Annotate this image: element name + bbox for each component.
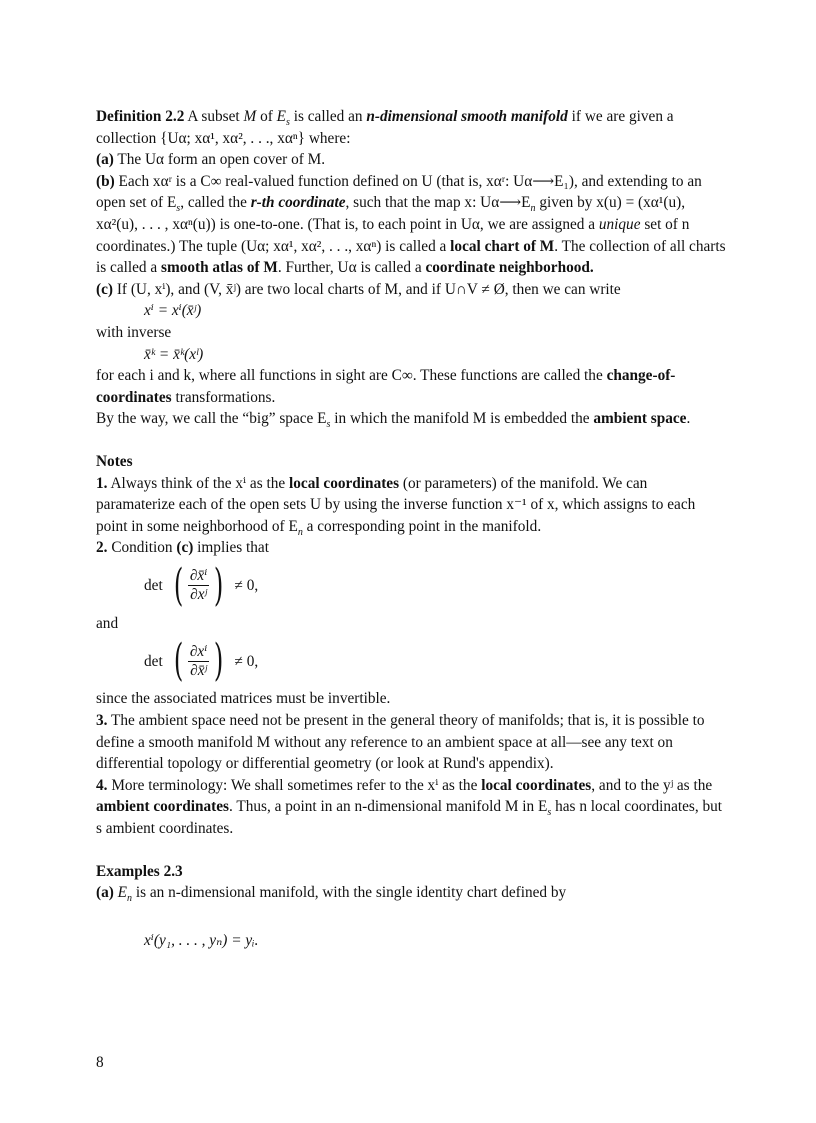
- text: Condition: [111, 539, 173, 557]
- label: (b): [96, 172, 115, 190]
- text: . Thus, a point in an n-dimensional manifold M in E: [229, 798, 548, 816]
- definition-heading: Definition 2.2: [96, 108, 185, 125]
- text: s: [176, 203, 181, 215]
- text: set of n coordinates.) The tuple (Uα; xα¹, xα², . . ., xαⁿ) is called a: [96, 215, 690, 255]
- determinant-2: [144, 637, 726, 685]
- text: n: [297, 526, 303, 538]
- math-display: xⁱ(y₁, . . . , yₙ) = yᵢ.: [144, 931, 259, 949]
- defined-term: local chart of M: [450, 237, 555, 255]
- condition-c-cont: [96, 365, 726, 408]
- text: transformations.: [175, 388, 276, 406]
- text: .: [686, 410, 691, 428]
- text: More terminology: We shall sometimes refer to the xⁱ as the: [111, 776, 478, 794]
- partial-fraction: [188, 567, 209, 604]
- condition-c: [96, 279, 726, 301]
- right-paren-icon: ): [214, 635, 224, 687]
- label: 2.: [96, 539, 108, 557]
- left-paren-icon: (: [173, 559, 184, 611]
- defined-term: r-th coordinate: [250, 194, 346, 212]
- text: The Uα form an open cover of M.: [117, 151, 326, 169]
- defined-term: coordinate neighborhood.: [425, 259, 594, 277]
- partial-fraction: [188, 643, 209, 680]
- text: has n local coordinates, but s ambient coordinates.: [96, 798, 723, 838]
- relation: ≠ 0,: [234, 577, 259, 595]
- defined-term: ambient space: [593, 410, 687, 428]
- text: given by x(u) = (xα¹(u), xα²(u), . . . , xαⁿ(u)) is one-to-one. (That is, to each point in Uα, we are assigned a: [96, 194, 686, 233]
- text: if we are given a collection: [96, 108, 674, 147]
- text: in which the manifold M is embedded the: [334, 410, 590, 428]
- defined-term: local coordinates: [289, 474, 400, 492]
- text: s: [286, 117, 290, 129]
- equation-2: [96, 344, 726, 366]
- label: (c): [176, 539, 194, 557]
- text: s: [326, 419, 331, 431]
- note-2: [96, 537, 726, 559]
- equation-1: [96, 300, 726, 322]
- label: (a): [96, 884, 114, 902]
- matrix-parens: [167, 559, 231, 611]
- numerator: ∂xⁱ: [189, 642, 208, 660]
- matrix-parens: [167, 635, 231, 687]
- label: 4.: [96, 776, 108, 794]
- note-2-end: since the associated matrices must be invertible.: [96, 690, 391, 708]
- note-4: [96, 775, 726, 840]
- text: , and to the yʲ as the: [591, 776, 713, 794]
- condition-a: [96, 149, 726, 171]
- condition-b: [96, 171, 726, 279]
- example-a: [96, 882, 726, 904]
- label: 3.: [96, 712, 108, 730]
- left-paren-icon: (: [173, 635, 184, 687]
- math-display: xⁱ = xⁱ(x̄ʲ): [144, 302, 202, 320]
- text: By the way, we call the “big” space E: [96, 410, 327, 428]
- page-number: 8: [96, 1054, 104, 1071]
- text: of: [260, 108, 273, 125]
- det-label: det: [144, 652, 163, 670]
- defined-term: n-dimensional smooth manifold: [366, 108, 568, 125]
- text: , called the: [180, 194, 247, 212]
- det-label: det: [144, 577, 163, 595]
- defined-term: smooth atlas of M: [161, 259, 278, 277]
- defined-term: change-of-coordinates: [96, 367, 676, 406]
- text: The ambient space need not be present in the general theory of manifolds; that is, it is possible to define a smooth manifold M without any reference to an ambient space at all—see any text on differential topology or differential geometry (or look at Rund's appendix).: [96, 712, 705, 773]
- text: . Further, Uα is called a: [277, 259, 422, 277]
- text: M: [243, 108, 257, 125]
- defined-term: ambient coordinates: [96, 798, 229, 816]
- note-3: [96, 710, 726, 775]
- examples-heading: [96, 861, 726, 883]
- text: If (U, xⁱ), and (V, x̄ʲ) are two local charts of M, and if U∩V ≠ Ø, then we can write: [116, 280, 621, 298]
- determinant-1: [144, 559, 726, 611]
- text: , such that the map x: Uα⟶E: [345, 194, 531, 212]
- and-text: and: [96, 614, 119, 632]
- text: n: [530, 203, 536, 215]
- text: is called an: [293, 108, 363, 125]
- ambient-paragraph: [96, 408, 726, 430]
- page-body: [96, 106, 726, 951]
- denominator: ∂x̄ʲ: [190, 661, 208, 679]
- text: n: [127, 893, 133, 905]
- text: Each xαʳ is a C∞ real-valued function defined on U (that is, xαʳ: Uα⟶E₁), and extending to an open set of E: [96, 172, 702, 212]
- text: A subset: [187, 108, 240, 125]
- math-display: x̄ᵏ = x̄ᵏ(xˡ): [144, 345, 204, 363]
- defined-term: local coordinates: [481, 776, 592, 794]
- denominator: ∂xʲ: [190, 586, 208, 604]
- text: E: [117, 884, 128, 902]
- label: (a): [96, 151, 114, 169]
- heading: Examples 2.3: [96, 862, 183, 880]
- with-inverse: with inverse: [96, 323, 172, 341]
- numerator: ∂x̄ⁱ: [189, 567, 208, 585]
- text: (or parameters) of the manifold. We can paramaterize each of the open sets U by using the inverse function x⁻¹ of x, which assigns to each point in some neighborhood of E: [96, 474, 696, 535]
- note-1: [96, 473, 726, 538]
- right-paren-icon: ): [214, 559, 224, 611]
- text: a corresponding point in the manifold.: [306, 517, 542, 535]
- text: s: [547, 807, 552, 819]
- math-inline: {Uα; xα¹, xα², . . ., xαⁿ} where:: [160, 129, 351, 147]
- example-equation: [96, 930, 726, 952]
- text: for each i and k, where all functions in sight are C∞. These functions are called the: [96, 367, 603, 385]
- text: Always think of the xⁱ as the: [110, 474, 286, 492]
- text: implies that: [197, 539, 269, 557]
- label: 1.: [96, 474, 108, 492]
- text: is an n-dimensional manifold, with the single identity chart defined by: [135, 884, 567, 902]
- text: E: [276, 108, 286, 125]
- text: . The collection of all charts is called a: [96, 237, 726, 277]
- definition-paragraph: [96, 106, 726, 149]
- emphasis: unique: [598, 215, 641, 233]
- label: (c): [96, 280, 113, 298]
- relation: ≠ 0,: [234, 652, 259, 670]
- notes-heading: [96, 451, 726, 473]
- heading: Notes: [96, 452, 133, 470]
